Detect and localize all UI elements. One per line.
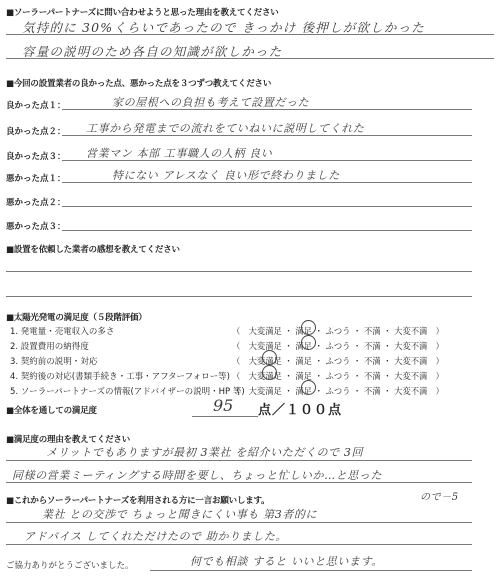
answer-line <box>62 230 472 231</box>
question-message-to-users: ■これからソーラーパートナーズを利用される方に一言お願いします。 <box>6 496 270 506</box>
answer-line <box>62 160 472 161</box>
answer-line <box>6 460 472 461</box>
selected-rating-circle <box>301 335 316 350</box>
answer-line <box>62 135 472 136</box>
answer-line <box>150 570 472 571</box>
overall-score: 95 <box>213 396 234 415</box>
answer-line <box>6 271 472 272</box>
selected-rating-circle <box>262 365 277 380</box>
answer-line <box>62 109 472 110</box>
reason-answer-line-1: メリットでもありますが最初 3業社 を紹介いただくので 3回 <box>46 446 364 459</box>
bad-point-1-answer: 特にない アレスなく 良い形で終わりました <box>112 169 340 182</box>
question-installer-impression: ■設置を依頼した業者の感想を教えてください <box>6 245 180 255</box>
answer-line <box>62 206 472 207</box>
good-point-2-label: 良かった点２： <box>6 127 66 137</box>
answer-line <box>6 522 472 523</box>
question-reason-for-inquiry: ■ソーラーパートナーズに問い合わせようと思った理由を教えてください <box>6 8 279 18</box>
rating-item-pre-contract: 3. 契約前の説明・対応 <box>10 357 98 367</box>
score-line <box>192 416 258 417</box>
rating-scale: （ 大変満足 ・ 満足 ・ ふつう ・ 不満 ・ 大変不満 ） <box>232 386 444 396</box>
bad-point-2-label: 悪かった点２： <box>6 198 66 208</box>
good-point-1-answer: 家の屋根への負担も考えて設置だった <box>112 96 310 109</box>
answer-reason-line-2: 容量の説明のため各自の知識が欲しかった <box>22 44 283 59</box>
answer-line <box>6 482 472 483</box>
thanks-message: ご協力ありがとうございました。 <box>6 561 134 571</box>
selected-rating-circle <box>301 380 316 395</box>
good-point-3-answer: 営業マン 本部 工事職人の人柄 良い <box>86 147 273 160</box>
rating-item-post-contract: 4. 契約後の対応(書類手続き・工事・アフターフォロー等) <box>10 372 231 382</box>
question-good-bad-points: ■今回の設置業者の良かった点、悪かった点を３つずつ教えてください <box>6 79 272 89</box>
good-point-2-answer: 工事から発電までの流れをていねいに説明してくれた <box>86 122 365 135</box>
message-answer-line-1: 業社 との交渉で ちょっと聞きにくい事も 第3者的に <box>42 508 318 521</box>
bad-point-3-label: 悪かった点３： <box>6 222 66 232</box>
answer-reason-line-1: 気持的に 30%くらいであったので きっかけ 後押しが欲しかった <box>22 20 425 35</box>
message-answer-line-2: アドバイス してくれただけたので 助かりました。 <box>24 530 288 543</box>
message-answer-line-3: 何でも相談 すると いいと思います。 <box>190 555 383 568</box>
reason-note: ので－5 <box>420 492 459 503</box>
question-satisfaction-rating: ■太陽光発電の満足度（５段階評価） <box>6 313 147 323</box>
good-point-1-label: 良かった点１： <box>6 101 66 111</box>
rating-scale: （ 大変満足 ・ 満足 ・ ふつう ・ 不満 ・ 大変不満 ） <box>232 356 444 366</box>
rating-item-solar-partners: 5. ソーラーパートナーズの情報(アドバイザーの説明・HP 等) <box>10 387 245 397</box>
score-unit: 点／１００点 <box>258 403 343 418</box>
answer-line <box>6 34 494 35</box>
rating-scale: （ 大変満足 ・ 満足 ・ ふつう ・ 不満 ・ 大変不満 ） <box>232 341 444 351</box>
question-overall-satisfaction: ■全体を通しての満足度 <box>6 406 97 416</box>
rating-item-cost: 2. 設置費用の納得度 <box>10 342 89 352</box>
selected-rating-circle <box>301 320 316 335</box>
answer-line <box>6 296 472 297</box>
good-point-3-label: 良かった点３： <box>6 152 66 162</box>
answer-line <box>6 58 494 59</box>
rating-scale: （ 大変満足 ・ 満足 ・ ふつう ・ 不満 ・ 大変不満 ） <box>232 371 444 381</box>
selected-rating-circle <box>262 350 277 365</box>
answer-line <box>62 182 472 183</box>
answer-line <box>6 544 472 545</box>
reason-answer-line-2: 同様の営業ミーティングする時間を要し、ちょっと忙しいか…と思った <box>12 469 383 482</box>
question-satisfaction-reason: ■満足度の理由を教えてください <box>6 435 131 445</box>
rating-scale: （ 大変満足 ・ 満足 ・ ふつう ・ 不満 ・ 大変不満 ） <box>232 326 444 336</box>
rating-item-power-output: 1. 発電量・売電収入の多さ <box>10 327 115 337</box>
bad-point-1-label: 悪かった点１： <box>6 174 66 184</box>
